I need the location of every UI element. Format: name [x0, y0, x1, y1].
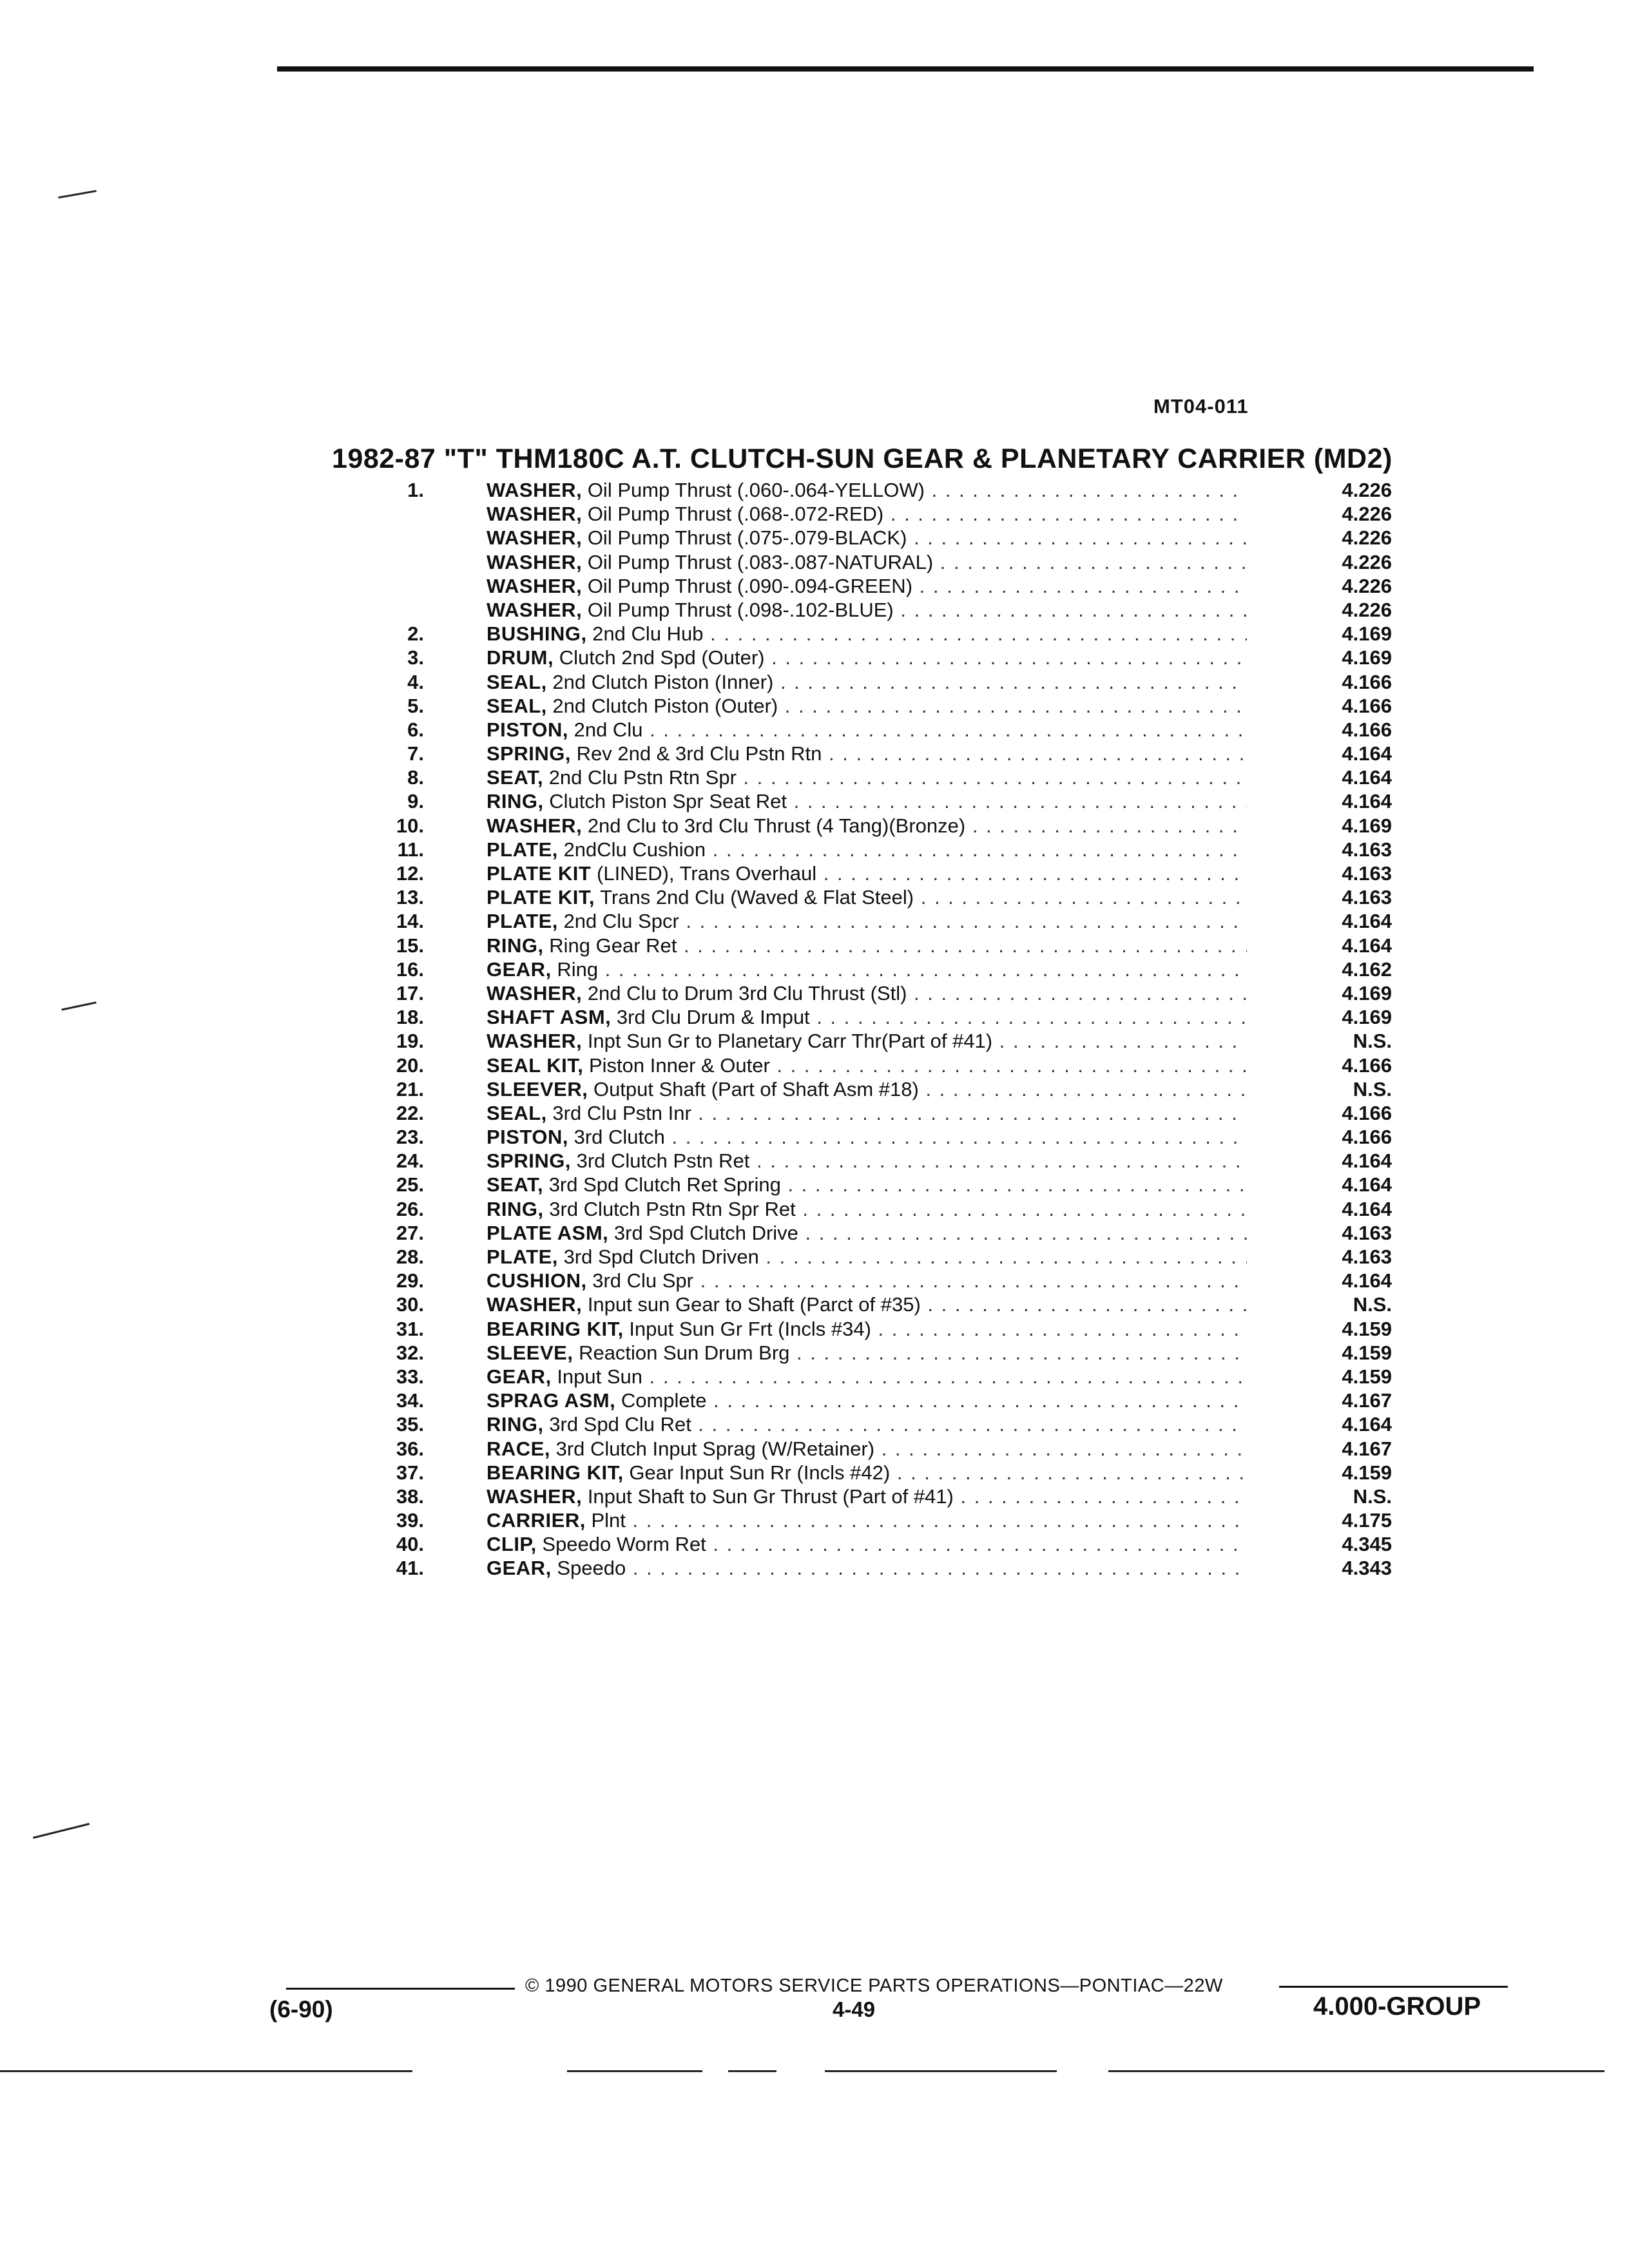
part-name: PLATE, [487, 910, 558, 933]
part-row [0, 957, 1629, 981]
part-detail: 3rd Clutch [574, 1126, 665, 1149]
part-detail: 3rd Clutch Input Sprag (W/Retainer) [555, 1437, 875, 1460]
part-description [487, 861, 1247, 885]
part-row [0, 1317, 1629, 1341]
part-row [0, 1101, 1629, 1125]
part-group-number: 4.226 [1342, 503, 1392, 526]
part-description [487, 1077, 1247, 1101]
part-group-number: 4.166 [1342, 1126, 1392, 1149]
part-name: SPRAG ASM, [487, 1389, 616, 1412]
part-number: 10. [396, 814, 424, 837]
part-detail: Reaction Sun Drum Brg [579, 1341, 790, 1364]
part-detail: Oil Pump Thrust (.083-.087-NATURAL) [587, 550, 934, 573]
part-detail: Gear Input Sun Rr (Incls #42) [629, 1461, 891, 1484]
part-number: 8. [407, 766, 424, 789]
part-group-number: 4.159 [1342, 1341, 1392, 1364]
part-number: 26. [396, 1197, 424, 1220]
part-name: WASHER, [487, 503, 583, 526]
part-detail: Trans 2nd Clu (Waved & Flat Steel) [600, 886, 914, 909]
part-description [487, 1412, 1247, 1436]
part-detail: 3rd Spd Clutch Ret Spring [548, 1173, 781, 1196]
part-name: CUSHION, [487, 1269, 587, 1293]
part-number: 39. [396, 1509, 424, 1532]
part-row [0, 478, 1629, 502]
page-title: 1982-87 "T" THM180C A.T. CLUTCH-SUN GEAR & PLANETARY CARRIER (MD2) [332, 443, 1393, 474]
part-group-number: 4.166 [1342, 1053, 1392, 1077]
part-name: BEARING KIT, [487, 1317, 624, 1340]
part-number: 2. [407, 622, 424, 646]
part-row [0, 742, 1629, 765]
part-detail: Inpt Sun Gr to Planetary Carr Thr(Part of #41) [587, 1030, 993, 1053]
margin-mark [58, 190, 97, 198]
part-description [487, 1125, 1247, 1149]
part-number: 29. [396, 1269, 424, 1293]
part-description [487, 765, 1247, 789]
part-detail: 3rd Spd Clutch Drive [613, 1221, 798, 1244]
copyright-notice: © 1990 GENERAL MOTORS SERVICE PARTS OPERATIONS—PONTIAC—22W [525, 1975, 1223, 1996]
part-detail: 2nd Clu to Drum 3rd Clu Thrust (Stl) [587, 981, 907, 1004]
part-description [487, 646, 1247, 669]
part-group-number: 4.169 [1342, 1006, 1392, 1029]
footer-rule-left [286, 1988, 515, 1990]
part-group-number: N.S. [1353, 1293, 1392, 1316]
part-description [487, 1053, 1247, 1077]
part-detail: 3rd Clutch Pstn Ret [576, 1149, 750, 1173]
part-number: 1. [407, 479, 424, 501]
part-number: 12. [396, 862, 424, 885]
date-code: (6-90) [269, 1996, 333, 2023]
part-group-number: 4.343 [1342, 1557, 1392, 1580]
part-name: SEAT, [487, 766, 544, 789]
part-name: RING, [487, 1197, 544, 1220]
part-name: WASHER, [487, 1293, 583, 1316]
part-name: GEAR, [487, 1557, 552, 1580]
part-name: GEAR, [487, 1365, 552, 1388]
part-group-number: 4.175 [1342, 1509, 1392, 1532]
part-description [487, 1269, 1247, 1293]
part-row [0, 838, 1629, 861]
part-row [0, 1485, 1629, 1508]
part-description [487, 670, 1247, 694]
part-row [0, 1077, 1629, 1101]
part-number: 9. [407, 790, 424, 813]
part-detail: Clutch Piston Spr Seat Ret [549, 790, 787, 813]
part-detail: 2nd Clu to 3rd Clu Thrust (4 Tang)(Bronze) [587, 814, 966, 837]
part-name: RING, [487, 1413, 544, 1436]
part-name: WASHER, [487, 550, 583, 573]
part-group-number: 4.164 [1342, 934, 1392, 957]
part-detail: Input Sun Gr Frt (Incls #34) [629, 1317, 871, 1340]
part-description [487, 718, 1247, 742]
part-description [487, 1461, 1247, 1485]
part-row [0, 1197, 1629, 1221]
part-number: 5. [407, 694, 424, 717]
part-number: 6. [407, 718, 424, 741]
part-row [0, 1461, 1629, 1485]
part-group-number: 4.169 [1342, 622, 1392, 646]
part-name: WASHER, [487, 574, 583, 597]
part-detail: Input sun Gear to Shaft (Parct of #35) [587, 1293, 921, 1316]
part-name: SHAFT ASM, [487, 1006, 612, 1029]
part-description [487, 1101, 1247, 1125]
part-description [487, 742, 1247, 765]
part-row [0, 1029, 1629, 1053]
part-description [487, 1221, 1247, 1245]
part-number: 16. [396, 957, 424, 981]
part-row [0, 670, 1629, 694]
part-group-number: 4.164 [1342, 1269, 1392, 1293]
part-detail: Input Sun [557, 1365, 643, 1388]
part-name: PLATE KIT, [487, 886, 595, 909]
part-number: 36. [396, 1437, 424, 1460]
part-description [487, 1173, 1247, 1196]
part-name: WASHER, [487, 479, 583, 501]
part-description [487, 981, 1247, 1005]
part-detail: Clutch 2nd Spd (Outer) [559, 646, 765, 669]
part-name: SEAT, [487, 1173, 544, 1196]
part-name: WASHER, [487, 598, 583, 621]
part-name: SLEEVE, [487, 1341, 574, 1364]
part-name: BEARING KIT, [487, 1461, 624, 1484]
part-description [487, 1245, 1247, 1269]
part-name: BUSHING, [487, 622, 587, 646]
part-row [0, 622, 1629, 646]
part-detail: Rev 2nd & 3rd Clu Pstn Rtn [576, 742, 822, 765]
part-number: 35. [396, 1413, 424, 1436]
part-description [487, 814, 1247, 838]
part-row [0, 885, 1629, 909]
part-description [487, 1556, 1247, 1580]
part-description [487, 478, 1247, 502]
part-name: SPRING, [487, 742, 571, 765]
part-name: SEAL, [487, 694, 547, 717]
part-row [0, 718, 1629, 742]
part-name: PLATE, [487, 1245, 558, 1268]
part-row [0, 861, 1629, 885]
part-description [487, 550, 1247, 574]
part-number: 27. [396, 1221, 424, 1244]
part-group-number: N.S. [1353, 1030, 1392, 1053]
part-detail: Speedo [557, 1557, 626, 1580]
part-name: PLATE, [487, 838, 558, 861]
part-name: WASHER, [487, 981, 583, 1004]
part-detail: 3rd Clu Drum & Imput [616, 1006, 810, 1029]
part-group-number: 4.169 [1342, 646, 1392, 669]
part-description [487, 1485, 1247, 1508]
part-row [0, 1412, 1629, 1436]
part-description [487, 1029, 1247, 1053]
part-description [487, 789, 1247, 813]
part-number: 19. [396, 1030, 424, 1053]
part-description [487, 1532, 1247, 1556]
part-detail: 3rd Spd Clu Ret [549, 1413, 691, 1436]
part-group-number: N.S. [1353, 1485, 1392, 1508]
part-name: SEAL KIT, [487, 1053, 584, 1077]
part-row [0, 1293, 1629, 1316]
part-number: 18. [396, 1006, 424, 1029]
parts-list [0, 478, 1629, 1581]
part-description [487, 1197, 1247, 1221]
part-row [0, 1389, 1629, 1412]
part-row [0, 981, 1629, 1005]
part-number: 30. [396, 1293, 424, 1316]
part-detail: Output Shaft (Part of Shaft Asm #18) [593, 1077, 919, 1100]
part-row [0, 934, 1629, 957]
part-detail: 2nd Clu Hub [592, 622, 704, 646]
part-number: 33. [396, 1365, 424, 1388]
part-group-number: 4.162 [1342, 957, 1392, 981]
part-detail: Oil Pump Thrust (.060-.064-YELLOW) [587, 479, 925, 501]
part-detail: 2nd Clutch Piston (Outer) [552, 694, 778, 717]
part-group-number: 4.226 [1342, 550, 1392, 573]
part-row [0, 526, 1629, 550]
part-group-number: 4.163 [1342, 886, 1392, 909]
part-description [487, 1508, 1247, 1532]
part-group-number: 4.345 [1342, 1533, 1392, 1556]
part-number: 23. [396, 1126, 424, 1149]
part-number: 11. [397, 838, 424, 861]
part-name: WASHER, [487, 526, 583, 550]
part-row [0, 694, 1629, 718]
part-detail: Oil Pump Thrust (.098-.102-BLUE) [587, 598, 894, 621]
part-name: CLIP, [487, 1533, 537, 1556]
page-number: 4-49 [833, 1997, 876, 2021]
part-group-number: 4.226 [1342, 479, 1392, 501]
part-number: 31. [396, 1317, 424, 1340]
part-number: 28. [396, 1245, 424, 1268]
part-name: RING, [487, 934, 544, 957]
part-name: DRUM, [487, 646, 554, 669]
part-description [487, 934, 1247, 957]
bottom-rule-1 [0, 2070, 412, 2072]
part-name: SPRING, [487, 1149, 571, 1173]
part-number: 25. [396, 1173, 424, 1196]
part-group-number: 4.159 [1342, 1461, 1392, 1484]
part-detail: 3rd Spd Clutch Driven [563, 1245, 759, 1268]
part-description [487, 885, 1247, 909]
top-rule [277, 66, 1534, 72]
part-name: PLATE ASM, [487, 1221, 609, 1244]
part-number: 20. [396, 1053, 424, 1077]
part-row [0, 765, 1629, 789]
part-row [0, 1532, 1629, 1556]
part-description [487, 598, 1247, 622]
part-number: 40. [396, 1533, 424, 1556]
part-number: 3. [407, 646, 424, 669]
part-description [487, 1317, 1247, 1341]
part-number: 13. [396, 886, 424, 909]
part-group-number: 4.164 [1342, 790, 1392, 813]
bottom-rule-2 [567, 2070, 702, 2072]
footer-rule-right [1279, 1986, 1508, 1988]
part-row [0, 1053, 1629, 1077]
part-number: 37. [396, 1461, 424, 1484]
part-row [0, 789, 1629, 813]
part-group-number: 4.164 [1342, 910, 1392, 933]
part-group-number: 4.163 [1342, 838, 1392, 861]
part-name: WASHER, [487, 1485, 583, 1508]
part-row [0, 1437, 1629, 1461]
part-group-number: 4.226 [1342, 598, 1392, 621]
part-detail: Oil Pump Thrust (.075-.079-BLACK) [587, 526, 907, 550]
part-number: 34. [396, 1389, 424, 1412]
part-group-number: N.S. [1353, 1077, 1392, 1100]
part-number: 14. [396, 910, 424, 933]
part-number: 7. [407, 742, 424, 765]
part-detail: (LINED), Trans Overhaul [597, 862, 817, 885]
part-description [487, 1341, 1247, 1365]
part-name: RING, [487, 790, 544, 813]
part-detail: Piston Inner & Outer [588, 1053, 770, 1077]
part-group-number: 4.164 [1342, 1149, 1392, 1173]
part-detail: 2ndClu Cushion [563, 838, 706, 861]
part-name: WASHER, [487, 814, 583, 837]
part-number: 15. [396, 934, 424, 957]
part-detail: 3rd Clu Pstn Inr [552, 1101, 691, 1124]
part-number: 41. [396, 1557, 424, 1580]
bottom-rule-5 [1108, 2070, 1605, 2072]
part-number: 17. [396, 981, 424, 1004]
part-row [0, 1173, 1629, 1196]
part-detail: Input Shaft to Sun Gr Thrust (Part of #41) [587, 1485, 954, 1508]
part-name: RACE, [487, 1437, 550, 1460]
part-row [0, 574, 1629, 598]
part-group-number: 4.159 [1342, 1317, 1392, 1340]
part-row [0, 598, 1629, 622]
part-row [0, 646, 1629, 669]
part-row [0, 1125, 1629, 1149]
part-group-number: 4.167 [1342, 1389, 1392, 1412]
part-group-number: 4.166 [1342, 1101, 1392, 1124]
part-group-number: 4.163 [1342, 862, 1392, 885]
part-number: 38. [396, 1485, 424, 1508]
part-group-number: 4.163 [1342, 1221, 1392, 1244]
part-number: 4. [407, 670, 424, 693]
part-group-number: 4.169 [1342, 981, 1392, 1004]
part-group-number: 4.164 [1342, 1197, 1392, 1220]
part-row [0, 1149, 1629, 1173]
part-row [0, 1269, 1629, 1293]
part-number: 24. [396, 1149, 424, 1173]
part-detail: Oil Pump Thrust (.090-.094-GREEN) [587, 574, 913, 597]
part-detail: Complete [621, 1389, 707, 1412]
part-group-number: 4.166 [1342, 694, 1392, 717]
part-name: SEAL, [487, 1101, 547, 1124]
bottom-rule-3 [728, 2070, 776, 2072]
part-description [487, 957, 1247, 981]
part-name: WASHER, [487, 1030, 583, 1053]
part-group-number: 4.164 [1342, 742, 1392, 765]
part-group-number: 4.159 [1342, 1365, 1392, 1388]
bottom-rule-4 [825, 2070, 1057, 2072]
part-description [487, 1293, 1247, 1316]
part-detail: Ring [557, 957, 599, 981]
part-row [0, 1508, 1629, 1532]
part-description [487, 1149, 1247, 1173]
group-label: 4.000-GROUP [1313, 1992, 1481, 2021]
part-row [0, 1365, 1629, 1389]
part-detail: Speedo Worm Ret [542, 1533, 706, 1556]
part-description [487, 1005, 1247, 1029]
part-row [0, 814, 1629, 838]
part-detail: 3rd Clutch Pstn Rtn Spr Ret [549, 1197, 796, 1220]
part-detail: Oil Pump Thrust (.068-.072-RED) [587, 503, 884, 526]
part-detail: 2nd Clu Spcr [563, 910, 679, 933]
part-description [487, 838, 1247, 861]
part-group-number: 4.226 [1342, 574, 1392, 597]
part-name: GEAR, [487, 957, 552, 981]
part-row [0, 1245, 1629, 1269]
part-description [487, 1437, 1247, 1461]
part-detail: Plnt [591, 1509, 626, 1532]
part-detail: Ring Gear Ret [549, 934, 677, 957]
part-row [0, 1556, 1629, 1580]
part-row [0, 550, 1629, 574]
part-description [487, 574, 1247, 598]
part-name: PISTON, [487, 1126, 568, 1149]
part-description [487, 622, 1247, 646]
part-description [487, 909, 1247, 933]
part-description [487, 1389, 1247, 1412]
reference-code: MT04-011 [1153, 395, 1249, 418]
part-group-number: 4.166 [1342, 670, 1392, 693]
part-detail: 2nd Clutch Piston (Inner) [552, 670, 774, 693]
part-row [0, 909, 1629, 933]
part-detail: 3rd Clu Spr [592, 1269, 693, 1293]
part-group-number: 4.167 [1342, 1437, 1392, 1460]
part-detail: 2nd Clu Pstn Rtn Spr [548, 766, 737, 789]
part-group-number: 4.169 [1342, 814, 1392, 837]
part-name: SEAL, [487, 670, 547, 693]
part-number: 21. [396, 1077, 424, 1100]
part-group-number: 4.164 [1342, 1413, 1392, 1436]
part-group-number: 4.164 [1342, 1173, 1392, 1196]
part-row [0, 1221, 1629, 1245]
part-group-number: 4.164 [1342, 766, 1392, 789]
part-description [487, 1365, 1247, 1389]
part-description [487, 502, 1247, 526]
part-group-number: 4.166 [1342, 718, 1392, 741]
part-name: CARRIER, [487, 1509, 586, 1532]
part-name: SLEEVER, [487, 1077, 588, 1100]
part-description [487, 526, 1247, 550]
part-row [0, 1341, 1629, 1365]
part-group-number: 4.163 [1342, 1245, 1392, 1268]
part-group-number: 4.226 [1342, 526, 1392, 550]
part-row [0, 502, 1629, 526]
part-description [487, 694, 1247, 718]
part-name: PISTON, [487, 718, 568, 741]
part-name: PLATE KIT [487, 862, 592, 885]
part-number: 22. [396, 1101, 424, 1124]
part-row [0, 1005, 1629, 1029]
part-detail: 2nd Clu [574, 718, 643, 741]
part-number: 32. [396, 1341, 424, 1364]
margin-mark [33, 1823, 90, 1839]
